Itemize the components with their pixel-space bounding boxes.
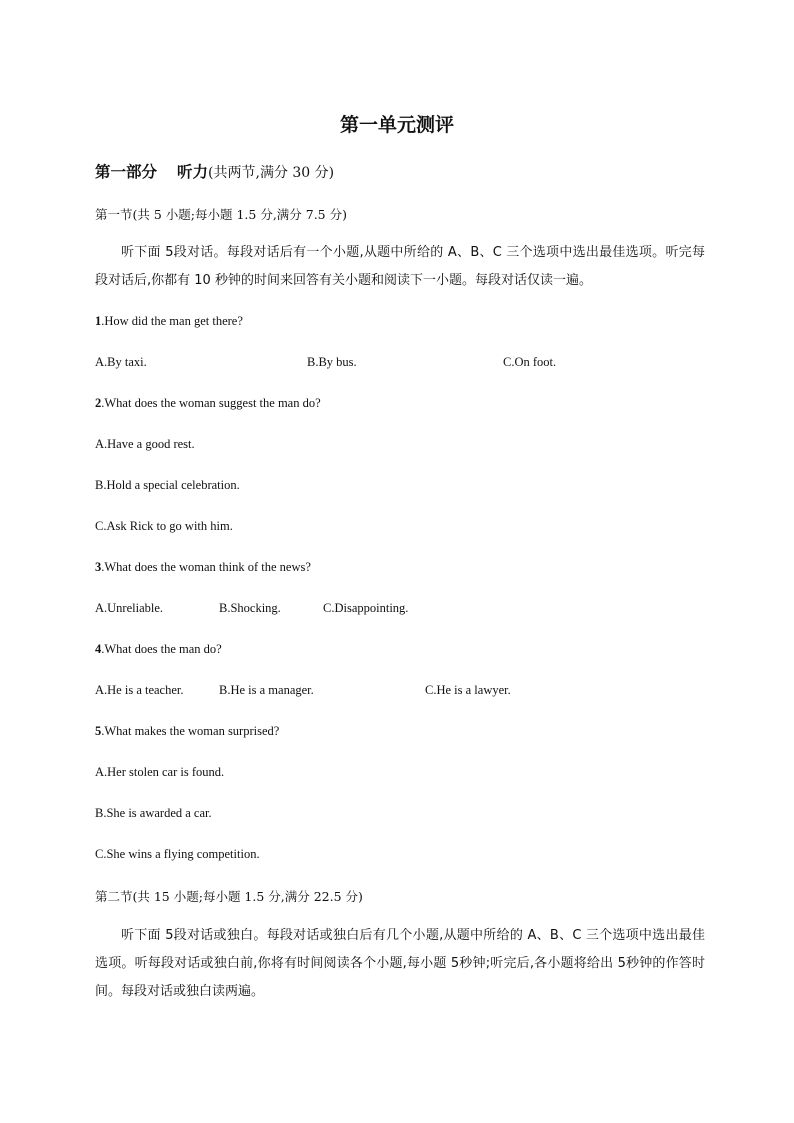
- q1-option-b[interactable]: B.By bus.: [307, 355, 357, 369]
- question-number: 1: [95, 314, 102, 328]
- q2-option-c[interactable]: C.Ask Rick to go with him.: [95, 519, 233, 533]
- question-2: [95, 396, 321, 411]
- q2-option-b[interactable]: B.Hold a special celebration.: [95, 478, 240, 492]
- question-text: .What does the man do?: [101, 642, 222, 656]
- section1-instructions: 听下面 5段对话。每段对话后有一个小题,从题中所给的 A、B、C 三个选项中选出最佳选项。听完每段对话后,你都有 10 秒钟的时间来回答有关小题和阅读下一小题。每段对话仅读一遍。: [95, 245, 705, 288]
- q2-option-a[interactable]: A.Have a good rest.: [95, 437, 195, 451]
- question-text: .How did the man get there?: [101, 314, 243, 328]
- question-number: 5: [95, 724, 102, 738]
- q3-option-c[interactable]: C.Disappointing.: [323, 601, 409, 615]
- q1-option-a[interactable]: A.By taxi.: [95, 355, 147, 369]
- q4-option-a[interactable]: A.He is a teacher.: [95, 683, 184, 697]
- q3-option-a[interactable]: A.Unreliable.: [95, 601, 164, 615]
- question-number: 4: [95, 642, 102, 656]
- q4-option-c[interactable]: C.He is a lawyer.: [425, 683, 511, 697]
- section1-heading: 第一节(共 5 小题;每小题 1.5 分,满分 7.5 分): [95, 207, 347, 222]
- part1-heading: [95, 160, 334, 182]
- question-3: [95, 560, 311, 575]
- part1-subject: 听力: [177, 163, 209, 181]
- section2-instructions: 听下面 5段对话或独白。每段对话或独白后有几个小题,从题中所给的 A、B、C 三个选项中选出最佳选项。听每段对话或独白前,你将有时间阅读各个小题,每小题 5秒钟;听完后,各小题将给出 5秒钟的作答时间。每段对话或独白读两遍。: [95, 928, 705, 999]
- question-text: .What makes the woman surprised?: [101, 724, 280, 738]
- q1-option-c[interactable]: C.On foot.: [503, 355, 557, 369]
- question-1: [95, 314, 243, 329]
- q5-option-b[interactable]: B.She is awarded a car.: [95, 806, 212, 820]
- q5-option-a[interactable]: A.Her stolen car is found.: [95, 765, 225, 779]
- part1-label: 第一部分: [95, 163, 158, 181]
- part1-note: (共两节,满分 30 分): [208, 165, 335, 181]
- q4-option-b[interactable]: B.He is a manager.: [219, 683, 314, 697]
- question-text: .What does the woman think of the news?: [101, 560, 311, 574]
- q5-option-c[interactable]: C.She wins a flying competition.: [95, 847, 260, 861]
- question-text: .What does the woman suggest the man do?: [101, 396, 321, 410]
- question-number: 3: [95, 560, 102, 574]
- q3-option-b[interactable]: B.Shocking.: [219, 601, 281, 615]
- question-4: [95, 642, 222, 657]
- page-title: 第一单元测评: [339, 114, 454, 136]
- question-number: 2: [95, 396, 102, 410]
- question-5: [95, 724, 279, 739]
- section2-heading: 第二节(共 15 小题;每小题 1.5 分,满分 22.5 分): [95, 889, 363, 904]
